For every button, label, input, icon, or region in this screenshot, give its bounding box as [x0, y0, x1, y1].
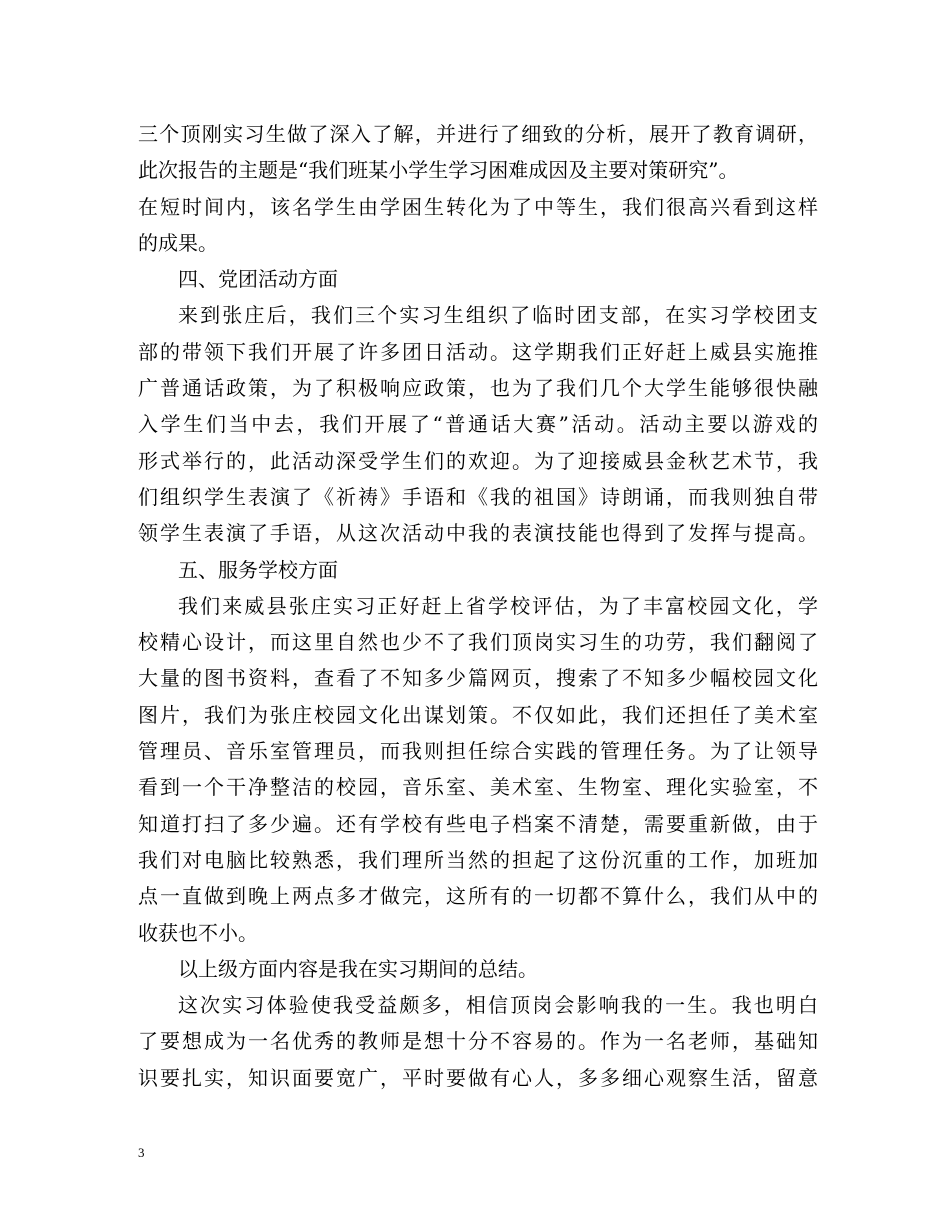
text-line: 三个顶刚实习生做了深入了解，并进行了细致的分析，展开了教育调研， — [138, 122, 818, 146]
text-line: 形式举行的，此活动深受学生们的欢迎。为了迎接威县金秋艺术节，我 — [138, 448, 818, 473]
text-line: 点一直做到晚上两点多才做完，这所有的一切都不算什么，我们从中的 — [138, 884, 818, 909]
page-number: 3 — [138, 1145, 145, 1160]
text-line: 部的带领下我们开展了许多团日活动。这学期我们正好赶上威县实施推 — [138, 339, 818, 364]
text-line: 收获也不小。 — [138, 920, 258, 945]
text-line: 此次报告的主题是“我们班某小学生学习困难成因及主要对策研究”。 — [138, 158, 739, 183]
text-line: 校精心设计，而这里自然也少不了我们顶岗实习生的功劳，我们翻阅了 — [138, 630, 818, 655]
text-line: 我们来威县张庄实习正好赶上省学校评估，为了丰富校园文化，学 — [178, 593, 818, 618]
text-line: 以上级方面内容是我在实习期间的总结。 — [178, 956, 538, 981]
text-line: 的成果。 — [138, 230, 218, 255]
text-line: 管理员、音乐室管理员，而我则担任综合实践的管理任务。为了让领导 — [138, 739, 818, 764]
text-line: 识要扎实，知识面要宽广，平时要做有心人，多多细心观察生活，留意 — [138, 1065, 818, 1090]
text-line: 入学生们当中去，我们开展了“普通话大赛”活动。活动主要以游戏的 — [138, 412, 818, 437]
text-line: 看到一个干净整洁的校园，音乐室、美术室、生物室、理化实验室，不 — [138, 775, 818, 800]
text-line: 领学生表演了手语，从这次活动中我的表演技能也得到了发挥与提高。 — [138, 521, 818, 546]
section-heading: 四、党团活动方面 — [178, 267, 338, 292]
text-line: 这次实习体验使我受益颇多，相信顶岗会影响我的一生。我也明白 — [178, 993, 818, 1018]
text-line: 广普通话政策，为了积极响应政策，也为了我们几个大学生能够很快融 — [138, 376, 818, 401]
text-line: 知道打扫了多少遍。还有学校有些电子档案不清楚，需要重新做，由于 — [138, 811, 818, 836]
text-line: 来到张庄后，我们三个实习生组织了临时团支部，在实习学校团支 — [178, 303, 818, 328]
text-line: 大量的图书资料，查看了不知多少篇网页，搜索了不知多少幅校园文化 — [138, 666, 818, 691]
text-line: 在短时间内，该名学生由学困生转化为了中等生，我们很高兴看到这样 — [138, 194, 818, 219]
text-line: 我们对电脑比较熟悉，我们理所当然的担起了这份沉重的工作，加班加 — [138, 847, 818, 872]
text-line: 图片，我们为张庄校园文化出谋划策。不仅如此，我们还担任了美术室 — [138, 702, 818, 727]
text-line: 了要想成为一名优秀的教师是想十分不容易的。作为一名老师，基础知 — [138, 1029, 818, 1054]
section-heading: 五、服务学校方面 — [178, 557, 338, 582]
text-line: 们组织学生表演了《祈祷》手语和《我的祖国》诗朗诵，而我则独自带 — [138, 484, 818, 509]
document-body — [138, 116, 818, 1096]
